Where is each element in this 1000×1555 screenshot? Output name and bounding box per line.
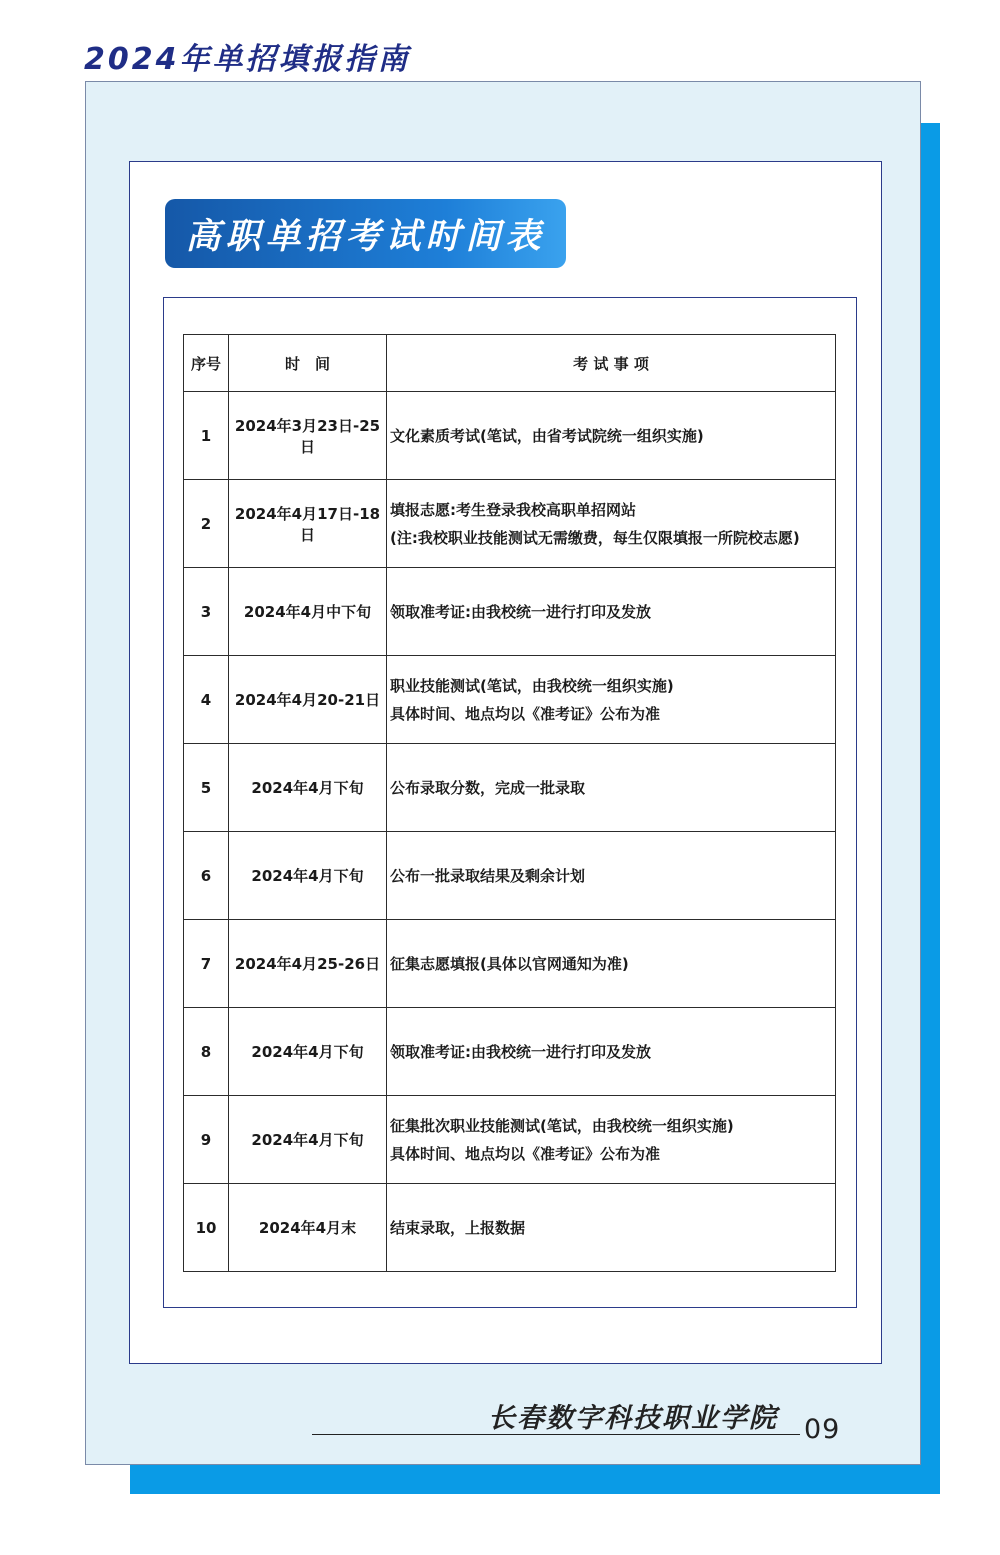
row-time: 2024年4月下旬	[229, 744, 387, 832]
table-row	[184, 568, 836, 656]
page-number: 09	[804, 1414, 841, 1445]
row-number: 2	[184, 480, 229, 568]
exam-item-line: 结束录取，上报数据	[390, 1218, 526, 1237]
schedule-title-banner	[165, 199, 566, 268]
row-number: 7	[184, 920, 229, 1008]
column-header-time: 时 间	[229, 335, 387, 392]
exam-item-line: 职业技能测试(笔试，由我校统一组织实施)	[390, 676, 674, 695]
row-number: 3	[184, 568, 229, 656]
exam-item-line: 领取准考证:由我校统一进行打印及发放	[390, 1042, 652, 1061]
schedule-title: 高职单招考试时间表	[185, 216, 546, 257]
exam-item-line: 公布一批录取结果及剩余计划	[390, 866, 586, 885]
row-exam-item	[387, 656, 836, 744]
exam-item-line: 征集批次职业技能测试(笔试，由我校统一组织实施)	[390, 1116, 734, 1135]
table-row	[184, 656, 836, 744]
row-number: 9	[184, 1096, 229, 1184]
row-exam-item	[387, 568, 836, 656]
table-row	[184, 392, 836, 480]
exam-item-line: 填报志愿:考生登录我校高职单招网站	[390, 500, 637, 519]
table-row	[184, 920, 836, 1008]
row-exam-item	[387, 832, 836, 920]
table-row	[184, 1096, 836, 1184]
row-exam-item	[387, 920, 836, 1008]
page-header-title: 2024年单招填报指南	[84, 42, 411, 77]
row-time: 2024年4月20-21日	[229, 656, 387, 744]
row-time: 2024年4月17日-18日	[229, 480, 387, 568]
table-row	[184, 744, 836, 832]
row-number: 10	[184, 1184, 229, 1272]
row-time: 2024年4月下旬	[229, 832, 387, 920]
table-row	[184, 832, 836, 920]
footer-divider	[312, 1434, 800, 1435]
row-time: 2024年4月下旬	[229, 1008, 387, 1096]
table-body	[184, 392, 836, 1272]
row-time: 2024年4月末	[229, 1184, 387, 1272]
exam-item-line: 具体时间、地点均以《准考证》公布为准	[390, 704, 661, 723]
exam-item-line: (注:我校职业技能测试无需缴费，每生仅限填报一所院校志愿)	[390, 528, 800, 547]
table-row	[184, 480, 836, 568]
row-time: 2024年4月下旬	[229, 1096, 387, 1184]
row-number: 1	[184, 392, 229, 480]
row-number: 4	[184, 656, 229, 744]
row-exam-item	[387, 392, 836, 480]
exam-item-line: 具体时间、地点均以《准考证》公布为准	[390, 1144, 661, 1163]
row-exam-item	[387, 1096, 836, 1184]
table-row	[184, 1008, 836, 1096]
row-exam-item	[387, 480, 836, 568]
table-header-row	[184, 335, 836, 392]
table-row	[184, 1184, 836, 1272]
row-exam-item	[387, 1008, 836, 1096]
row-time: 2024年3月23日-25日	[229, 392, 387, 480]
exam-schedule-table	[183, 334, 836, 1272]
column-header-number: 序号	[184, 335, 229, 392]
row-number: 6	[184, 832, 229, 920]
exam-item-line: 征集志愿填报(具体以官网通知为准)	[390, 954, 629, 973]
exam-item-line: 公布录取分数，完成一批录取	[390, 778, 586, 797]
row-number: 5	[184, 744, 229, 832]
exam-item-line: 领取准考证:由我校统一进行打印及发放	[390, 602, 652, 621]
exam-item-line: 文化素质考试(笔试，由省考试院统一组织实施)	[390, 426, 704, 445]
row-number: 8	[184, 1008, 229, 1096]
column-header-item: 考 试 事 项	[387, 335, 836, 392]
row-time: 2024年4月25-26日	[229, 920, 387, 1008]
row-exam-item	[387, 1184, 836, 1272]
row-exam-item	[387, 744, 836, 832]
school-name: 长春数字科技职业学院	[488, 1403, 778, 1434]
row-time: 2024年4月中下旬	[229, 568, 387, 656]
